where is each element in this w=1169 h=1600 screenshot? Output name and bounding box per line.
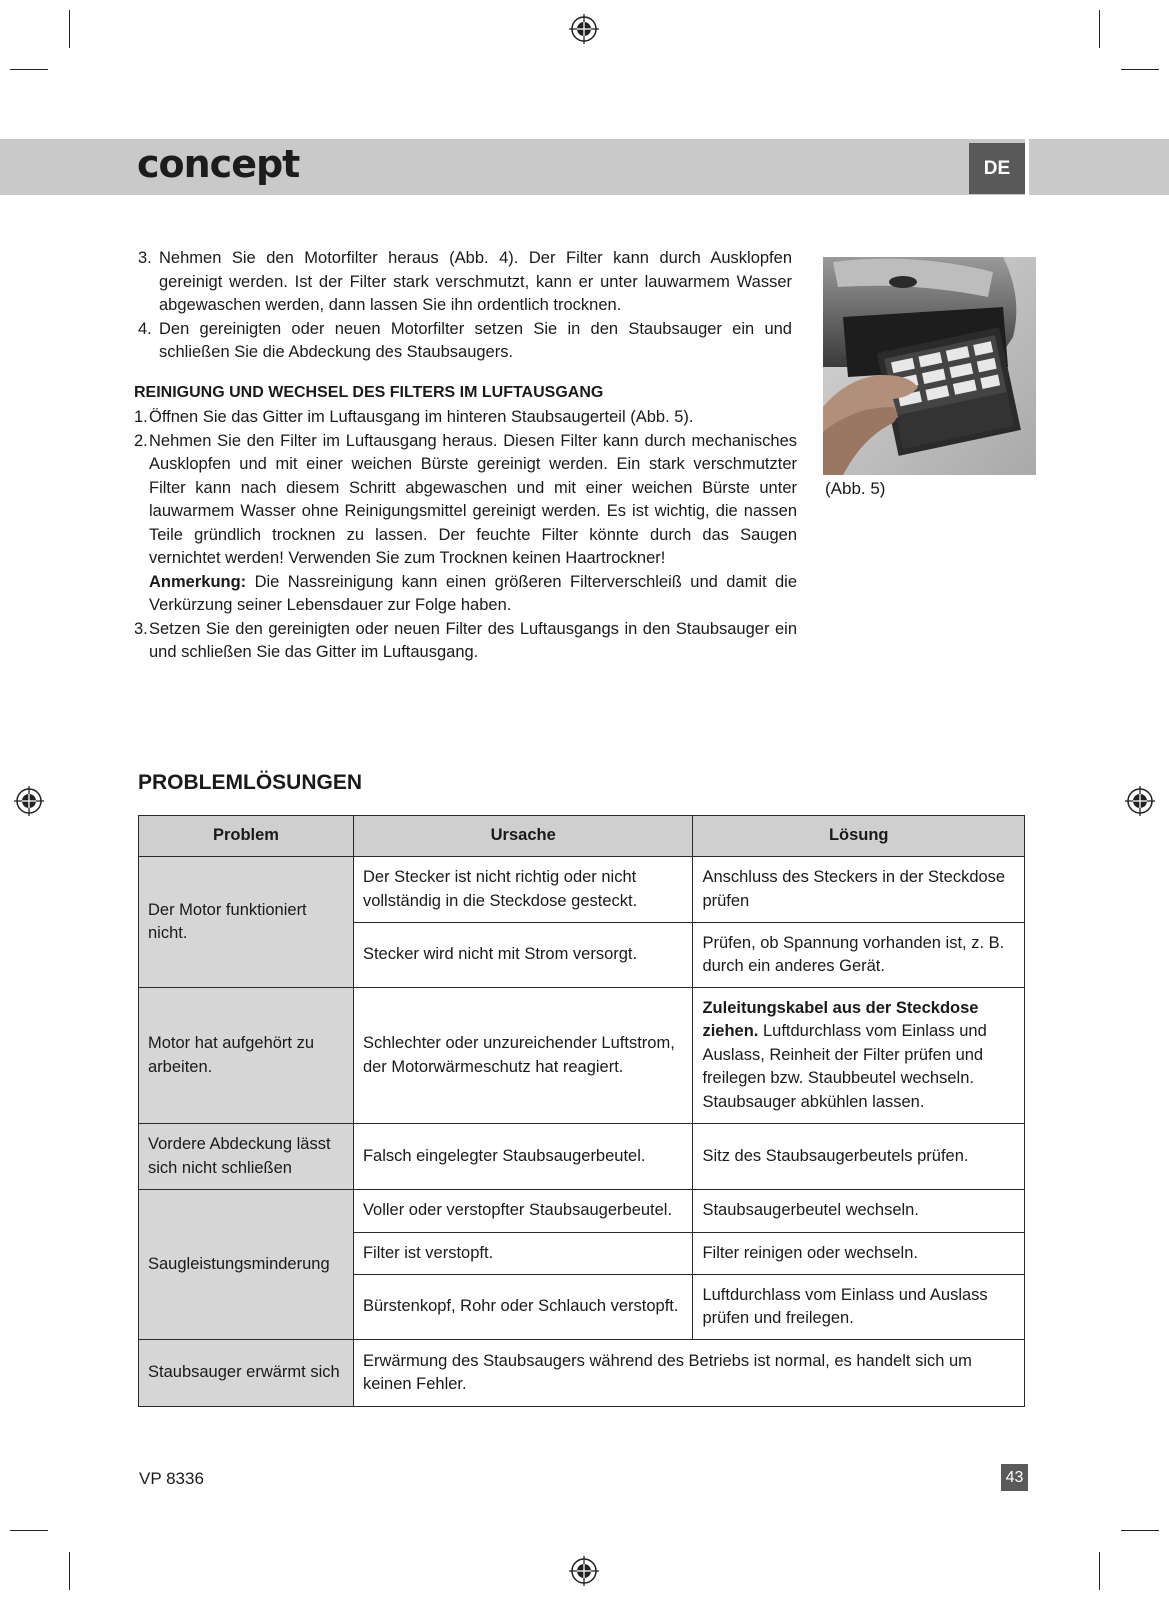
crop-mark bbox=[69, 1552, 70, 1590]
crop-mark bbox=[1121, 69, 1159, 70]
list-item bbox=[134, 430, 797, 618]
crop-mark bbox=[1099, 10, 1100, 48]
column-header-cause: Ursache bbox=[353, 816, 693, 857]
step-text: Setzen Sie den gereinigten oder neuen Filter des Luftausgangs in den Staubsauger ein und schließen Sie das Gitter im Luftausgang. bbox=[149, 619, 797, 661]
solution-rest: Luftdurchlass vom Einlass und Auslass, Reinheit der Filter prüfen und freilegen bzw. Staubbeutel wechseln. Staubsauger abkühlen lassen. bbox=[702, 1022, 987, 1111]
cause-cell: Schlechter oder unzureichender Luftstrom, der Motorwärmeschutz hat reagiert. bbox=[353, 988, 693, 1124]
column-header-solution: Lösung bbox=[693, 816, 1025, 857]
figure-caption: (Abb. 5) bbox=[825, 479, 886, 498]
exhaust-filter-steps bbox=[134, 406, 797, 665]
step-text: Öffnen Sie das Gitter im Luftausgang im hinteren Staubsaugerteil (Abb. 5). bbox=[149, 408, 694, 426]
column-header-problem: Problem bbox=[139, 816, 354, 857]
table-row bbox=[139, 1190, 1025, 1233]
cause-cell: Voller oder verstopfter Staubsaugerbeutel. bbox=[353, 1190, 693, 1233]
language-badge: DE bbox=[969, 143, 1025, 194]
list-item bbox=[138, 247, 792, 318]
filter-photo bbox=[823, 257, 1036, 475]
cause-cell: Filter ist verstopft. bbox=[353, 1233, 693, 1275]
motor-filter-steps bbox=[138, 247, 792, 365]
section-title: PROBLEMLÖSUNGEN bbox=[138, 771, 363, 794]
crop-mark bbox=[10, 1530, 48, 1531]
page-number: 43 bbox=[1001, 1464, 1028, 1491]
registration-mark-icon bbox=[1125, 786, 1155, 816]
solution-cell bbox=[693, 988, 1025, 1124]
table-row bbox=[139, 988, 1025, 1124]
brand-logo: concept bbox=[137, 142, 300, 186]
step-text: Nehmen Sie den Motorfilter heraus (Abb. 4). Der Filter kann durch Ausklopfen gereinigt werden. Ist der Filter stark verschmutzt, kann er unter lauwarmem Wasser abgewaschen werden, dann lassen Sie ihn ordentlich trocknen. bbox=[159, 249, 792, 314]
solution-cell: Prüfen, ob Spannung vorhanden ist, z. B. durch ein anderes Gerät. bbox=[693, 923, 1025, 988]
solution-cell: Staubsaugerbeutel wechseln. bbox=[693, 1190, 1025, 1233]
list-item bbox=[138, 318, 792, 365]
registration-mark-icon bbox=[569, 14, 599, 44]
merged-cell: Erwärmung des Staubsaugers während des Betriebs ist normal, es handelt sich um keinen Fehler. bbox=[353, 1340, 1024, 1407]
crop-mark bbox=[69, 10, 70, 48]
problem-cell: Staubsauger erwärmt sich bbox=[139, 1340, 354, 1407]
table-header-row bbox=[139, 816, 1025, 857]
problem-cell: Motor hat aufgehört zu arbeiten. bbox=[139, 988, 354, 1124]
step-text: Den gereinigten oder neuen Motorfilter setzen Sie in den Staubsauger ein und schließen Sie die Abdeckung des Staubsaugers. bbox=[159, 319, 792, 361]
cause-cell: Bürstenkopf, Rohr oder Schlauch verstopft. bbox=[353, 1275, 693, 1340]
solution-cell: Sitz des Staubsaugerbeutels prüfen. bbox=[693, 1124, 1025, 1190]
table-row bbox=[139, 1124, 1025, 1190]
list-item bbox=[134, 406, 797, 430]
step-number: 4. bbox=[138, 319, 152, 338]
cause-cell: Der Stecker ist nicht richtig oder nicht vollständig in die Steckdose gesteckt. bbox=[353, 857, 693, 923]
section-heading: REINIGUNG UND WECHSEL DES FILTERS IM LUFTAUSGANG bbox=[134, 384, 604, 401]
troubleshooting-table bbox=[138, 815, 1025, 1407]
problem-cell: Vordere Abdeckung lässt sich nicht schließen bbox=[139, 1124, 354, 1190]
cause-cell: Falsch eingelegter Staubsaugerbeutel. bbox=[353, 1124, 693, 1190]
table-row bbox=[139, 857, 1025, 923]
registration-mark-icon bbox=[14, 786, 44, 816]
step-number: 3. bbox=[134, 619, 148, 638]
table-row bbox=[139, 1340, 1025, 1407]
model-number: VP 8336 bbox=[139, 1469, 204, 1488]
note-label: Anmerkung: bbox=[149, 572, 247, 591]
crop-mark bbox=[1121, 1530, 1159, 1531]
step-number: 3. bbox=[138, 249, 152, 267]
problem-cell: Der Motor funktioniert nicht. bbox=[139, 857, 354, 988]
problem-cell: Saugleistungsminderung bbox=[139, 1190, 354, 1340]
solution-cell: Filter reinigen oder wechseln. bbox=[693, 1233, 1025, 1275]
header-band-gap bbox=[1025, 139, 1029, 195]
step-number: 2. bbox=[134, 431, 148, 450]
solution-cell: Luftdurchlass vom Einlass und Auslass prüfen und freilegen. bbox=[693, 1275, 1025, 1340]
note-text: Die Nassreinigung kann einen größeren Filterverschleiß und damit die Verkürzung seiner Lebensdauer zur Folge haben. bbox=[149, 572, 797, 614]
crop-mark bbox=[10, 69, 48, 70]
registration-mark-icon bbox=[569, 1556, 599, 1586]
solution-cell: Anschluss des Steckers in der Steckdose prüfen bbox=[693, 857, 1025, 923]
step-text: Nehmen Sie den Filter im Luftausgang heraus. Diesen Filter kann durch mechanisches Ausklopfen und mit einer weichen Bürste gereinigt werden. Ein stark verschmutzter Filter kann nach diesem Schritt abgewaschen und mit einer weichen Bürste unter lauwarmem Wasser ohne Reinigungsmittel gereinigt werden. Es ist wichtig, die nassen Teile gründlich trocknen zu lassen. Der feuchte Filter könnte durch das Saugen vernichtet werden! Verwenden Sie zum Trocknen keinen Haartrockner! bbox=[149, 431, 797, 567]
step-number: 1. bbox=[134, 408, 148, 426]
crop-mark bbox=[1099, 1552, 1100, 1590]
cause-cell: Stecker wird nicht mit Strom versorgt. bbox=[353, 923, 693, 988]
list-item bbox=[134, 618, 797, 665]
solution-bold: Zuleitungskabel aus der Steckdose ziehen. bbox=[702, 998, 979, 1041]
